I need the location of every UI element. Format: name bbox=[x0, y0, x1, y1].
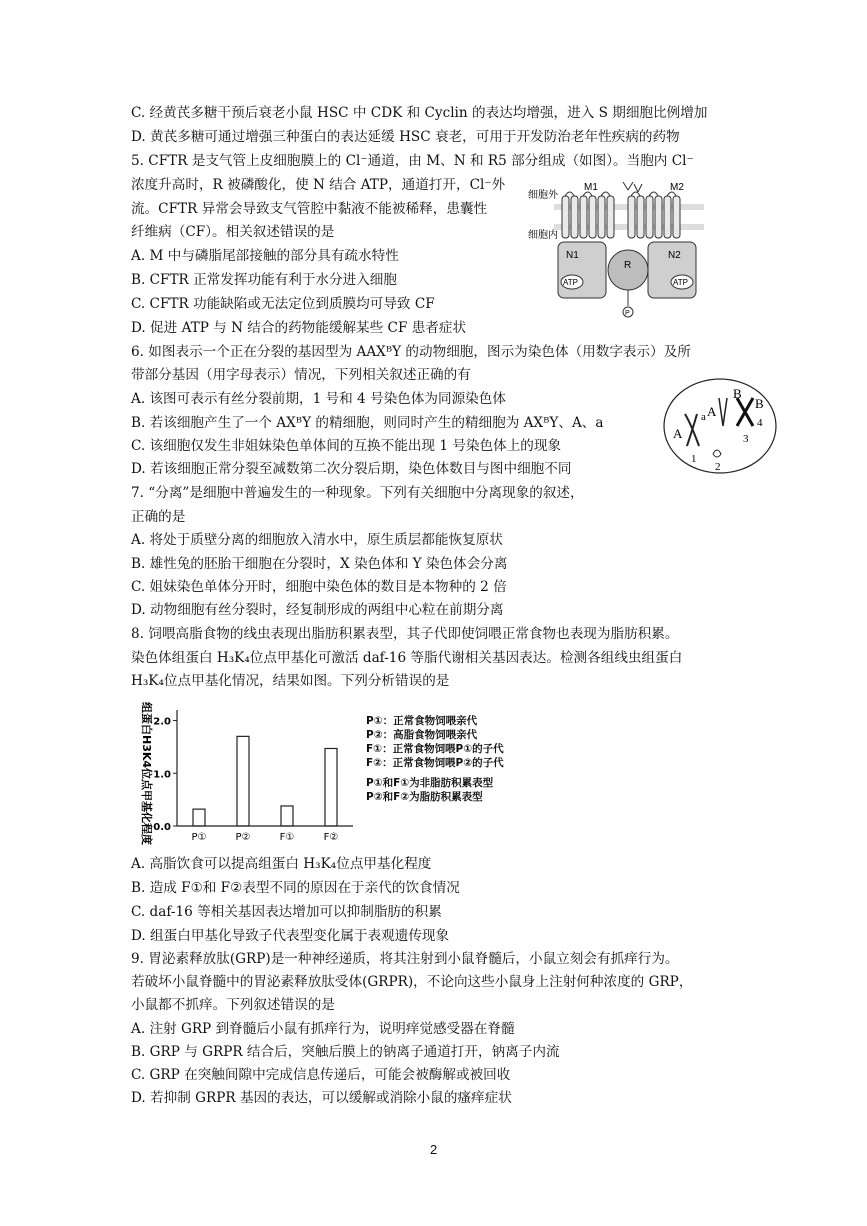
q9-stem-1: 9. 胃泌素释放肽(GRP)是一种神经递质，将其注射到小鼠脊髓后，小鼠立刻会有抓痒行为。 bbox=[131, 951, 679, 967]
gene-a: a bbox=[701, 411, 706, 423]
q9-stem-2: 若破坏小鼠脊髓中的胃泌素释放肽受体(GRPR)，不论向这些小鼠身上注射何种浓度的 GRP， bbox=[131, 974, 693, 990]
q7-stem-1: 7. “分离”是细胞中普遍发生的一种现象。下列有关细胞中分离现象的叙述， bbox=[131, 485, 584, 501]
bar-4 bbox=[325, 748, 337, 826]
page-number: 2 bbox=[430, 1142, 438, 1157]
legend-non-fat-phenotype: P①和F①为非脂肪积累表型 bbox=[366, 777, 494, 789]
q5-stem-4: 纤维病（CF）。相关叙述错误的是 bbox=[131, 224, 335, 240]
legend-fat-phenotype: P②和F②为脂肪积累表型 bbox=[366, 791, 483, 803]
gene-A-right: A bbox=[707, 404, 717, 419]
q7-option-c: C. 姐妹染色单体分开时，细胞中染色体的数目是本物种的 2 倍 bbox=[131, 579, 507, 595]
q6-stem-2: 带部分基因（用字母表示）情况，下列相关叙述正确的有 bbox=[131, 367, 471, 383]
glycosylation-marks bbox=[623, 182, 642, 192]
label-2: 2 bbox=[715, 461, 721, 473]
q9-option-c: C. GRP 在突触间隙中完成信息传递后，可能会被酶解或被回收 bbox=[131, 1067, 511, 1083]
q8-option-b: B. 造成 F①和 F②表型不同的原因在于亲代的饮食情况 bbox=[131, 880, 460, 896]
x-tick-label: F① bbox=[279, 832, 295, 843]
q5-stem-1: 5. CFTR 是支气管上皮细胞膜上的 Cl⁻通道，由 M、N 和 R5 部分组成（如图）。当胞内 Cl⁻ bbox=[131, 153, 694, 169]
n1-label: N1 bbox=[566, 250, 579, 261]
q4-option-d: D. 黄芪多糖可通过增强三种蛋白的表达延缓 HSC 衰老，可用于开发防治老年性疾病的药物 bbox=[131, 129, 680, 145]
outside-label: 细胞外 bbox=[528, 190, 558, 201]
legend-p2: P②：高脂食物饲喂亲代 bbox=[366, 729, 478, 741]
cftr-diagram bbox=[528, 178, 708, 322]
x-tick-label: P① bbox=[191, 832, 207, 843]
q5-stem-2: 浓度升高时，R 被磷酸化，使 N 结合 ATP，通道打开，Cl⁻外 bbox=[131, 177, 506, 193]
m2-label: M2 bbox=[670, 182, 684, 193]
x-tick-label: P② bbox=[235, 832, 251, 843]
q7-option-b: B. 雄性兔的胚胎干细胞在分裂时，X 染色体和 Y 染色体会分离 bbox=[131, 556, 508, 572]
bar-1 bbox=[193, 809, 205, 826]
q6-option-b: B. 若该细胞产生了一个 AXᴮY 的精细胞，则同时产生的精细胞为 AXᴮY、A、a bbox=[131, 415, 604, 431]
gene-A-left: A bbox=[673, 426, 683, 441]
phosphate-label: P bbox=[625, 310, 630, 317]
q8-stem-3: H₃K₄位点甲基化情况，结果如图。下列分析错误的是 bbox=[131, 673, 450, 689]
q5-option-c: C. CFTR 功能缺陷或无法定位到质膜均可导致 CF bbox=[131, 296, 435, 312]
label-3: 3 bbox=[743, 433, 749, 445]
legend-f2: F②：正常食物饲喂P②的子代 bbox=[366, 757, 504, 769]
q5-option-d: D. 促进 ATP 与 N 结合的药物能缓解某些 CF 患者症状 bbox=[131, 320, 467, 336]
chart-legend bbox=[366, 714, 504, 804]
q5-option-a: A. M 中与磷脂尾部接触的部分具有疏水特性 bbox=[131, 248, 399, 264]
y-tick-label: 1.0 bbox=[153, 769, 171, 781]
q5-option-b: B. CFTR 正常发挥功能有利于水分进入细胞 bbox=[131, 272, 397, 288]
q6-stem-1: 6. 如图表示一个正在分裂的基因型为 AAXᴮY 的动物细胞，图示为染色体（用数字表示）及所 bbox=[131, 344, 691, 360]
legend-p1: P①：正常食物饲喂亲代 bbox=[366, 715, 478, 727]
x-tick-label: F② bbox=[323, 832, 339, 843]
q9-option-a: A. 注射 GRP 到脊髓后小鼠有抓痒行为，说明痒觉感受器在脊髓 bbox=[131, 1021, 515, 1037]
q5-stem-3: 流。CFTR 异常会导致支气管腔中黏液不能被稀释，患囊性 bbox=[131, 201, 488, 217]
gene-B-top: B bbox=[733, 386, 742, 401]
q8-option-d: D. 组蛋白甲基化导致子代表型变化属于表观遗传现象 bbox=[131, 928, 450, 944]
atp-left-label: ATP bbox=[563, 278, 578, 287]
label-1: 1 bbox=[691, 453, 697, 465]
r-label: R bbox=[624, 260, 632, 271]
n2-label: N2 bbox=[668, 250, 681, 261]
q7-stem-2: 正确的是 bbox=[131, 509, 186, 525]
q8-stem-2: 染色体组蛋白 H₃K₄位点甲基化可激活 daf-16 等脂代谢相关基因表达。检测各组线虫组蛋白 bbox=[131, 650, 683, 666]
q6-option-d: D. 若该细胞正常分裂至减数第二次分裂后期，染色体数目与图中细胞不同 bbox=[131, 461, 572, 477]
gene-B-right: B bbox=[755, 396, 764, 411]
y-axis-label: 组蛋白H3K4位点甲基化程度 bbox=[140, 702, 153, 846]
q8-option-c: C. daf-16 等相关基因表达增加可以抑制脂肪的积累 bbox=[131, 904, 442, 920]
label-4: 4 bbox=[757, 417, 763, 429]
m2-domain bbox=[628, 196, 680, 238]
bar-2 bbox=[237, 736, 249, 826]
q4-option-c: C. 经黄芪多糖干预后衰老小鼠 HSC 中 CDK 和 Cyclin 的表达均增强，进入 S 期细胞比例增加 bbox=[131, 105, 708, 121]
cell-division-diagram bbox=[661, 376, 779, 476]
y-tick-label: 2.0 bbox=[153, 716, 171, 728]
m1-domain bbox=[562, 196, 614, 238]
inside-label: 细胞内 bbox=[528, 230, 558, 241]
methylation-bar-chart bbox=[131, 696, 361, 846]
m1-label: M1 bbox=[584, 182, 598, 193]
q8-stem-1: 8. 饲喂高脂食物的线虫表现出脂肪积累表型，其子代即使饲喂正常食物也表现为脂肪积累。 bbox=[131, 626, 679, 642]
q8-option-a: A. 高脂饮食可以提高组蛋白 H₃K₄位点甲基化程度 bbox=[131, 856, 432, 872]
extracellular-loops bbox=[565, 192, 676, 196]
q7-option-a: A. 将处于质壁分离的细胞放入清水中，原生质层都能恢复原状 bbox=[131, 532, 503, 548]
q6-option-a: A. 该图可表示有丝分裂前期，1 号和 4 号染色体为同源染色体 bbox=[131, 391, 506, 407]
bar-3 bbox=[281, 806, 293, 826]
q9-option-b: B. GRP 与 GRPR 结合后，突触后膜上的钠离子通道打开，钠离子内流 bbox=[131, 1044, 560, 1060]
legend-f1: F①：正常食物饲喂P①的子代 bbox=[366, 743, 504, 755]
q7-option-d: D. 动物细胞有丝分裂时，经复制形成的两组中心粒在前期分离 bbox=[131, 602, 504, 618]
q9-option-d: D. 若抑制 GRPR 基因的表达，可以缓解或消除小鼠的瘙痒症状 bbox=[131, 1090, 512, 1106]
q9-stem-3: 小鼠都不抓痒。下列叙述错误的是 bbox=[131, 997, 335, 1013]
y-tick-label: 0.0 bbox=[153, 822, 171, 833]
q6-option-c: C. 该细胞仅发生非姐妹染色单体间的互换不能出现 1 号染色体上的现象 bbox=[131, 438, 562, 454]
atp-right-label: ATP bbox=[673, 278, 688, 287]
